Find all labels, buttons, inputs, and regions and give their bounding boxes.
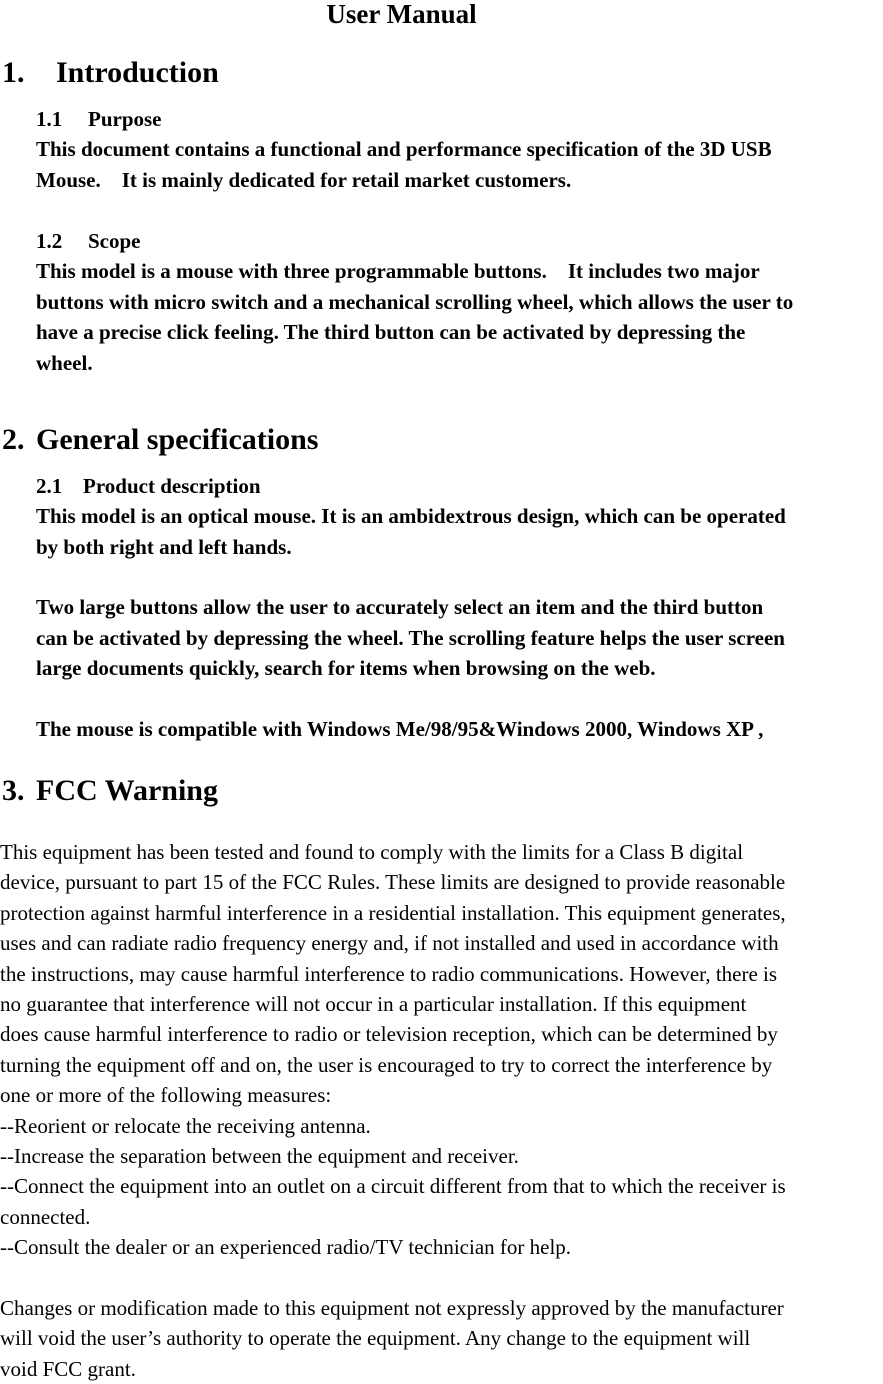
section-title: FCC Warning bbox=[36, 774, 218, 807]
text-line: Two large buttons allow the user to accurately select an item and the third button bbox=[36, 595, 764, 619]
section-title: Introduction bbox=[56, 56, 219, 89]
text-line: large documents quickly, search for items when browsing on the web. bbox=[36, 656, 656, 680]
text-line: no guarantee that interference will not occur in a particular installation. If this equipment bbox=[0, 992, 747, 1017]
subsection-1-2-heading bbox=[36, 228, 141, 254]
text-line: the instructions, may cause harmful interference to radio communications. However, there is bbox=[0, 961, 778, 986]
text-line: buttons with micro switch and a mechanical scrolling wheel, which allows the user to bbox=[36, 289, 794, 314]
section-number: 1. bbox=[2, 56, 25, 89]
product-description-paragraph-2 bbox=[36, 592, 883, 684]
text-line: This equipment has been tested and found to comply with the limits for a Class B digital bbox=[0, 840, 744, 864]
text-line: does cause harmful interference to radio or television reception, which can be determined by bbox=[0, 1022, 778, 1047]
subsection-title: Purpose bbox=[88, 107, 162, 131]
subsection-number: 1.2 bbox=[36, 229, 63, 253]
purpose-paragraph bbox=[36, 134, 883, 195]
text-line: Mouse. It is mainly dedicated for retail market customers. bbox=[36, 167, 572, 192]
document-title: User Manual bbox=[326, 0, 477, 29]
section-2-heading bbox=[2, 423, 318, 457]
subsection-number: 2.1 bbox=[36, 474, 63, 498]
section-number: 3. bbox=[2, 774, 25, 807]
text-line: This model is an optical mouse. It is an ambidextrous design, which can be operated bbox=[36, 504, 786, 528]
text-line: --Consult the dealer or an experienced radio/TV technician for help. bbox=[0, 1235, 572, 1260]
text-line: This document contains a functional and performance specification of the 3D USB bbox=[36, 137, 772, 161]
text-line: can be activated by depressing the wheel. The scrolling feature helps the user screen bbox=[36, 625, 785, 650]
text-line: one or more of the following measures: bbox=[0, 1083, 332, 1108]
subsection-1-1-heading bbox=[36, 106, 162, 132]
text-line: protection against harmful interference in a residential installation. This equipment generates, bbox=[0, 900, 786, 925]
subsection-title: Scope bbox=[88, 229, 141, 253]
text-line: connected. bbox=[0, 1204, 91, 1229]
fcc-modification-paragraph bbox=[0, 1293, 883, 1384]
subsection-2-1-heading bbox=[36, 473, 261, 499]
text-line: --Connect the equipment into an outlet on a circuit different from that to which the receiver is bbox=[0, 1174, 786, 1199]
text-line: The mouse is compatible with Windows Me/98/95&Windows 2000, Windows XP , bbox=[36, 717, 764, 741]
text-line: This model is a mouse with three programmable buttons. It includes two major bbox=[36, 259, 760, 283]
fcc-warning-paragraph bbox=[0, 837, 883, 1263]
scope-paragraph bbox=[36, 256, 883, 378]
text-line: void FCC grant. bbox=[0, 1356, 136, 1381]
subsection-title: Product description bbox=[83, 474, 261, 498]
text-line: uses and can radiate radio frequency energy and, if not installed and used in accordance with bbox=[0, 931, 779, 956]
text-line: --Reorient or relocate the receiving antenna. bbox=[0, 1113, 371, 1138]
section-3-heading bbox=[2, 774, 218, 808]
text-line: device, pursuant to part 15 of the FCC Rules. These limits are designed to provide reasonable bbox=[0, 870, 786, 895]
section-number: 2. bbox=[2, 423, 25, 456]
product-description-paragraph-1 bbox=[36, 501, 883, 562]
text-line: have a precise click feeling. The third button can be activated by depressing the bbox=[36, 320, 746, 344]
section-1-heading bbox=[2, 56, 219, 90]
subsection-number: 1.1 bbox=[36, 107, 63, 131]
compatibility-paragraph bbox=[36, 714, 883, 745]
text-line: turning the equipment off and on, the user is encouraged to try to correct the interference by bbox=[0, 1052, 773, 1077]
section-title: General specifications bbox=[36, 423, 319, 456]
text-line: --Increase the separation between the equipment and receiver. bbox=[0, 1144, 519, 1169]
text-line: wheel. bbox=[36, 350, 93, 375]
text-line: Changes or modification made to this equipment not expressly approved by the manufacturer bbox=[0, 1296, 784, 1320]
text-line: will void the user’s authority to operate the equipment. Any change to the equipment will bbox=[0, 1326, 751, 1351]
text-line: by both right and left hands. bbox=[36, 534, 292, 559]
